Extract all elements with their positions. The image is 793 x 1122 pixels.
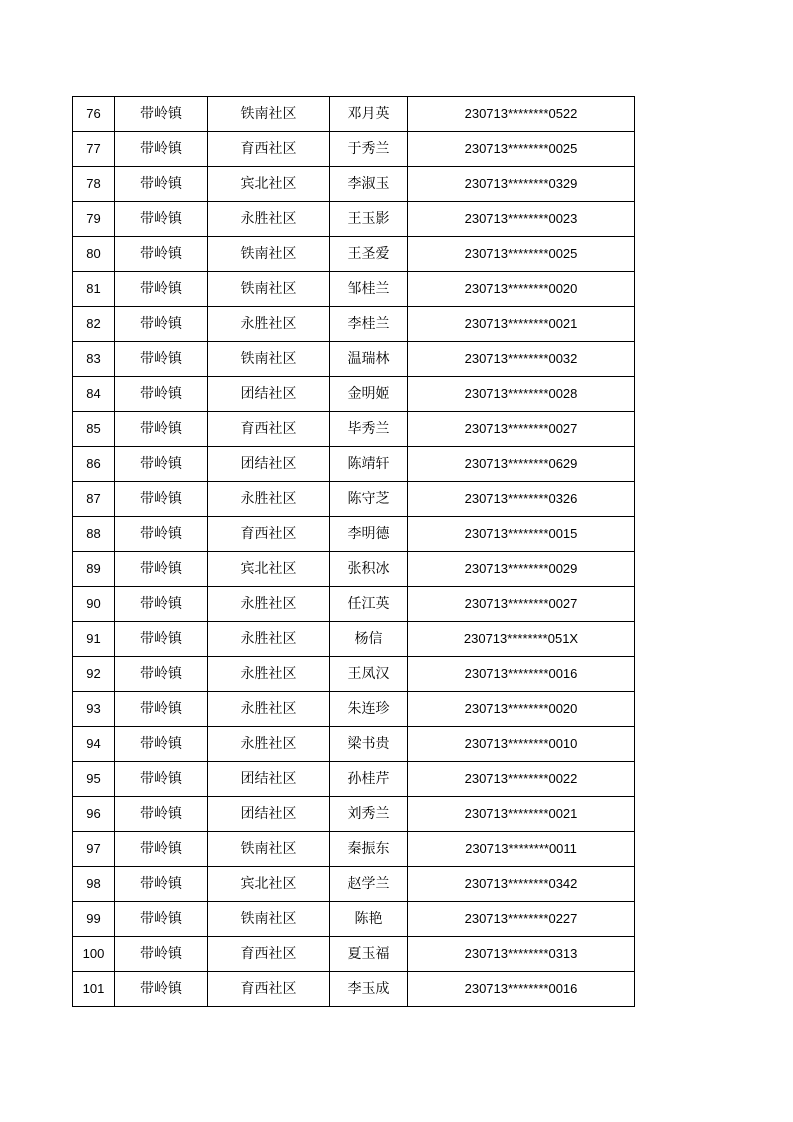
- id-number-cell: 230713********0028: [408, 377, 635, 412]
- id-number-cell: 230713********0326: [408, 482, 635, 517]
- table-row: [73, 377, 635, 412]
- id-number-cell: 230713********0029: [408, 552, 635, 587]
- id-number-cell: 230713********0025: [408, 237, 635, 272]
- row-number-cell: 91: [73, 622, 115, 657]
- table-row: [73, 797, 635, 832]
- id-number-cell: 230713********0022: [408, 762, 635, 797]
- row-number-cell: 97: [73, 832, 115, 867]
- id-number-cell: 230713********0032: [408, 342, 635, 377]
- person-name-cell: 李明德: [330, 517, 408, 552]
- community-cell: 永胜社区: [208, 692, 330, 727]
- roster-table-body: [73, 97, 635, 1007]
- community-cell: 永胜社区: [208, 307, 330, 342]
- id-number-cell: 230713********0227: [408, 902, 635, 937]
- community-cell: 铁南社区: [208, 237, 330, 272]
- town-cell: 带岭镇: [115, 692, 208, 727]
- person-name-cell: 毕秀兰: [330, 412, 408, 447]
- row-number-cell: 83: [73, 342, 115, 377]
- person-name-cell: 张积冰: [330, 552, 408, 587]
- table-row: [73, 97, 635, 132]
- row-number-cell: 79: [73, 202, 115, 237]
- table-row: [73, 937, 635, 972]
- table-row: [73, 832, 635, 867]
- id-number-cell: 230713********0010: [408, 727, 635, 762]
- community-cell: 永胜社区: [208, 202, 330, 237]
- town-cell: 带岭镇: [115, 727, 208, 762]
- community-cell: 团结社区: [208, 377, 330, 412]
- town-cell: 带岭镇: [115, 202, 208, 237]
- community-cell: 永胜社区: [208, 622, 330, 657]
- table-row: [73, 762, 635, 797]
- id-number-cell: 230713********0020: [408, 692, 635, 727]
- town-cell: 带岭镇: [115, 587, 208, 622]
- id-number-cell: 230713********0629: [408, 447, 635, 482]
- town-cell: 带岭镇: [115, 867, 208, 902]
- row-number-cell: 98: [73, 867, 115, 902]
- table-row: [73, 727, 635, 762]
- roster-table: [72, 96, 635, 1007]
- person-name-cell: 李桂兰: [330, 307, 408, 342]
- id-number-cell: 230713********0025: [408, 132, 635, 167]
- row-number-cell: 95: [73, 762, 115, 797]
- town-cell: 带岭镇: [115, 517, 208, 552]
- id-number-cell: 230713********0016: [408, 657, 635, 692]
- town-cell: 带岭镇: [115, 622, 208, 657]
- table-row: [73, 867, 635, 902]
- row-number-cell: 99: [73, 902, 115, 937]
- person-name-cell: 任江英: [330, 587, 408, 622]
- row-number-cell: 88: [73, 517, 115, 552]
- person-name-cell: 刘秀兰: [330, 797, 408, 832]
- community-cell: 宾北社区: [208, 552, 330, 587]
- id-number-cell: 230713********0342: [408, 867, 635, 902]
- table-row: [73, 132, 635, 167]
- community-cell: 育西社区: [208, 517, 330, 552]
- row-number-cell: 90: [73, 587, 115, 622]
- table-row: [73, 552, 635, 587]
- person-name-cell: 温瑞林: [330, 342, 408, 377]
- id-number-cell: 230713********0027: [408, 587, 635, 622]
- table-row: [73, 202, 635, 237]
- table-row: [73, 167, 635, 202]
- community-cell: 团结社区: [208, 447, 330, 482]
- community-cell: 永胜社区: [208, 657, 330, 692]
- person-name-cell: 李淑玉: [330, 167, 408, 202]
- id-number-cell: 230713********0522: [408, 97, 635, 132]
- row-number-cell: 78: [73, 167, 115, 202]
- town-cell: 带岭镇: [115, 657, 208, 692]
- row-number-cell: 100: [73, 937, 115, 972]
- person-name-cell: 陈守芝: [330, 482, 408, 517]
- table-row: [73, 237, 635, 272]
- id-number-cell: 230713********0023: [408, 202, 635, 237]
- person-name-cell: 于秀兰: [330, 132, 408, 167]
- community-cell: 宾北社区: [208, 867, 330, 902]
- table-row: [73, 972, 635, 1007]
- id-number-cell: 230713********0021: [408, 307, 635, 342]
- community-cell: 永胜社区: [208, 727, 330, 762]
- community-cell: 铁南社区: [208, 902, 330, 937]
- row-number-cell: 92: [73, 657, 115, 692]
- person-name-cell: 王玉影: [330, 202, 408, 237]
- id-number-cell: 230713********0011: [408, 832, 635, 867]
- person-name-cell: 陈艳: [330, 902, 408, 937]
- table-row: [73, 342, 635, 377]
- town-cell: 带岭镇: [115, 97, 208, 132]
- table-row: [73, 517, 635, 552]
- town-cell: 带岭镇: [115, 272, 208, 307]
- town-cell: 带岭镇: [115, 447, 208, 482]
- community-cell: 团结社区: [208, 797, 330, 832]
- row-number-cell: 101: [73, 972, 115, 1007]
- town-cell: 带岭镇: [115, 377, 208, 412]
- person-name-cell: 朱连珍: [330, 692, 408, 727]
- row-number-cell: 76: [73, 97, 115, 132]
- person-name-cell: 夏玉福: [330, 937, 408, 972]
- community-cell: 宾北社区: [208, 167, 330, 202]
- row-number-cell: 82: [73, 307, 115, 342]
- person-name-cell: 梁书贵: [330, 727, 408, 762]
- row-number-cell: 77: [73, 132, 115, 167]
- id-number-cell: 230713********0027: [408, 412, 635, 447]
- town-cell: 带岭镇: [115, 972, 208, 1007]
- row-number-cell: 86: [73, 447, 115, 482]
- community-cell: 育西社区: [208, 972, 330, 1007]
- id-number-cell: 230713********0313: [408, 937, 635, 972]
- community-cell: 永胜社区: [208, 587, 330, 622]
- id-number-cell: 230713********0015: [408, 517, 635, 552]
- person-name-cell: 邹桂兰: [330, 272, 408, 307]
- person-name-cell: 陈靖轩: [330, 447, 408, 482]
- table-row: [73, 307, 635, 342]
- table-row: [73, 902, 635, 937]
- town-cell: 带岭镇: [115, 797, 208, 832]
- person-name-cell: 邓月英: [330, 97, 408, 132]
- table-row: [73, 657, 635, 692]
- town-cell: 带岭镇: [115, 937, 208, 972]
- id-number-cell: 230713********0020: [408, 272, 635, 307]
- person-name-cell: 李玉成: [330, 972, 408, 1007]
- town-cell: 带岭镇: [115, 482, 208, 517]
- town-cell: 带岭镇: [115, 902, 208, 937]
- row-number-cell: 96: [73, 797, 115, 832]
- town-cell: 带岭镇: [115, 132, 208, 167]
- town-cell: 带岭镇: [115, 237, 208, 272]
- person-name-cell: 金明姬: [330, 377, 408, 412]
- row-number-cell: 85: [73, 412, 115, 447]
- row-number-cell: 94: [73, 727, 115, 762]
- id-number-cell: 230713********0016: [408, 972, 635, 1007]
- table-row: [73, 482, 635, 517]
- person-name-cell: 秦振东: [330, 832, 408, 867]
- community-cell: 铁南社区: [208, 272, 330, 307]
- town-cell: 带岭镇: [115, 552, 208, 587]
- person-name-cell: 王圣爱: [330, 237, 408, 272]
- town-cell: 带岭镇: [115, 342, 208, 377]
- person-name-cell: 孙桂芹: [330, 762, 408, 797]
- person-name-cell: 赵学兰: [330, 867, 408, 902]
- community-cell: 育西社区: [208, 412, 330, 447]
- table-row: [73, 412, 635, 447]
- row-number-cell: 80: [73, 237, 115, 272]
- table-row: [73, 447, 635, 482]
- row-number-cell: 87: [73, 482, 115, 517]
- community-cell: 铁南社区: [208, 342, 330, 377]
- table-row: [73, 692, 635, 727]
- table-row: [73, 272, 635, 307]
- person-name-cell: 王凤汉: [330, 657, 408, 692]
- town-cell: 带岭镇: [115, 832, 208, 867]
- community-cell: 团结社区: [208, 762, 330, 797]
- row-number-cell: 89: [73, 552, 115, 587]
- town-cell: 带岭镇: [115, 412, 208, 447]
- row-number-cell: 84: [73, 377, 115, 412]
- town-cell: 带岭镇: [115, 307, 208, 342]
- person-name-cell: 杨信: [330, 622, 408, 657]
- town-cell: 带岭镇: [115, 762, 208, 797]
- table-row: [73, 587, 635, 622]
- community-cell: 铁南社区: [208, 832, 330, 867]
- community-cell: 永胜社区: [208, 482, 330, 517]
- community-cell: 铁南社区: [208, 97, 330, 132]
- row-number-cell: 93: [73, 692, 115, 727]
- table-row: [73, 622, 635, 657]
- id-number-cell: 230713********0021: [408, 797, 635, 832]
- community-cell: 育西社区: [208, 132, 330, 167]
- id-number-cell: 230713********0329: [408, 167, 635, 202]
- row-number-cell: 81: [73, 272, 115, 307]
- town-cell: 带岭镇: [115, 167, 208, 202]
- id-number-cell: 230713********051X: [408, 622, 635, 657]
- community-cell: 育西社区: [208, 937, 330, 972]
